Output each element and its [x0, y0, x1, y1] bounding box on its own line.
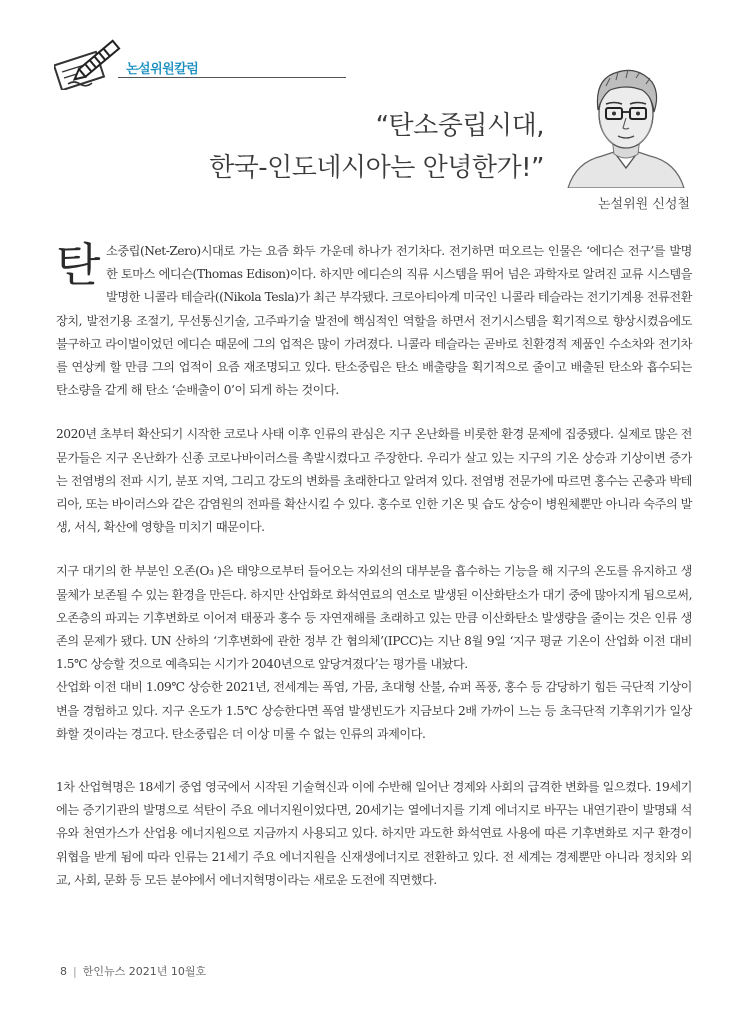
pen-writing-icon	[54, 36, 126, 90]
title-line-1: “탄소중립시대,	[375, 111, 544, 141]
publication-name: 한인뉴스 2021년 10월호	[82, 965, 207, 978]
drop-cap: 탄	[56, 238, 100, 292]
article-paragraph: 산업화 이전 대비 1.09℃ 상승한 2021년, 전세계는 폭염, 가뭄, 초대형 산불, 슈퍼 폭풍, 홍수 등 감당하기 힘든 극단적 기상이변을 경험하고 있다. 지구 온도가 1.5℃ 상승한다면 폭염 발생빈도가 지금보다 2배 가까이 느는 등 초극단적 기후위기가 일상화할 것이라는 경고다. 탄소중립은 더 이상 미룰 수 없는 인류의 과제이다.	[56, 680, 692, 741]
title-line-2: 한국-인도네시아는 안녕한가!”	[209, 153, 544, 183]
footer-separator: |	[73, 965, 77, 978]
article-body	[56, 240, 692, 913]
article-title	[100, 105, 544, 189]
page-footer	[60, 963, 206, 979]
paragraph-text: 소중립(Net-Zero)시대로 가는 요즘 화두 가운데 하나가 전기차다. 전기하면 떠오르는 인물은 ‘에디슨 전구’를 발명한 토마스 에디슨(Thomas Edison)이다. 하지만 에디슨의 직류 시스템을 뛰어 넘은 과학자로 알려진 교류 시스템을 발명한 니콜라 테슬라((Nikola Tesla)가 최근 부각됐다. 크로아티아계 미국인 니콜라 테슬라는 전기기계용 전류전환장치, 발전기용 조절기, 무선통신기술, 고주파기술 발전에 핵심적인 역할을 하면서 전기시스템을 획기적으로 향상시켰음에도 불구하고 라이벌이었던 에디슨 때문에 그의 업적은 많이 가려졌다. 니콜라 테슬라는 곧바로 친환경적 제품인 수소차와 전기차를 연상케 할 만큼 그의 업적이 요즘 재조명되고 있다. 탄소중립은 탄소 배출량을 획기적으로 줄이고 배출된 탄소와 흡수되는 탄소량을 같게 해 탄소 ‘순배출이 0’이 되게 하는 것이다.	[56, 244, 692, 398]
article-paragraph	[56, 240, 692, 402]
section-label: 논설위원칼럼	[126, 62, 199, 77]
article-paragraph: 2020년 초부터 확산되기 시작한 코로나 사태 이후 인류의 관심은 지구 온난화를 비롯한 환경 문제에 집중됐다. 실제로 많은 전문가들은 지구 온난화가 신종 코로나바이러스를 촉발시켰다고 주장한다. 우리가 살고 있는 지구의 기온 상승과 기상이변 증가는 전염병의 전파 시기, 분포 지역, 그리고 강도의 변화를 초래한다고 알려져 있다. 전염병 전문가에 따르면 홍수는 곤충과 박테리아, 또는 바이러스와 같은 감염원의 전파를 확산시킬 수 있다. 홍수로 인한 기온 및 습도 상승이 병원체뿐만 아니라 숙주의 발생, 서식, 확산에 영향을 미치기 때문이다.	[56, 427, 692, 535]
page-number: 8	[60, 965, 67, 978]
header-divider	[118, 77, 346, 78]
author-byline: 논설위원 신성철	[597, 197, 690, 212]
article-paragraph: 1차 산업혁명은 18세기 중엽 영국에서 시작된 기술혁신과 이에 수반해 일어난 경제와 사회의 급격한 변화를 일으켰다. 19세기에는 증기기관의 발명으로 석탄이 주요 에너지원이었다면, 20세기는 열에너지를 기계 에너지로 바꾸는 내연기관이 발명돼 석유와 천연가스가 산업용 에너지원으로 지금까지 사용되고 있다. 하지만 과도한 화석연료 사용에 따른 기후변화로 지구 환경이 위협을 받게 됨에 따라 인류는 21세기 주요 에너지원을 신재생에너지로 전환하고 있다. 전 세계는 경제뿐만 아니라 정치와 외교, 사회, 문화 등 모든 분야에서 에너지혁명이라는 새로운 도전에 직면했다.	[56, 780, 692, 887]
article-paragraph: 지구 대기의 한 부분인 오존(O₃ )은 태양으로부터 들어오는 자외선의 대부분을 흡수하는 기능을 해 지구의 온도를 유지하고 생물체가 보존될 수 있는 환경을 만든다. 하지만 산업화로 화석연료의 연소로 발생된 이산화탄소가 대기 중에 많아지게 됨으로써, 오존층의 파괴는 기후변화로 이어져 태풍과 홍수 등 자연재해를 초래하고 있는 만큼 이산화탄소 발생량을 줄이는 것은 인류 생존의 문제가 됐다. UN 산하의 ‘기후변화에 관한 정부 간 협의체’(IPCC)는 지난 8월 9일 ‘지구 평균 기온이 산업화 이전 대비 1.5℃ 상승할 것으로 예측되는 시기가 2040년으로 앞당겨졌다’는 평가를 내놨다.	[56, 564, 692, 672]
author-portrait-sketch	[562, 56, 690, 188]
